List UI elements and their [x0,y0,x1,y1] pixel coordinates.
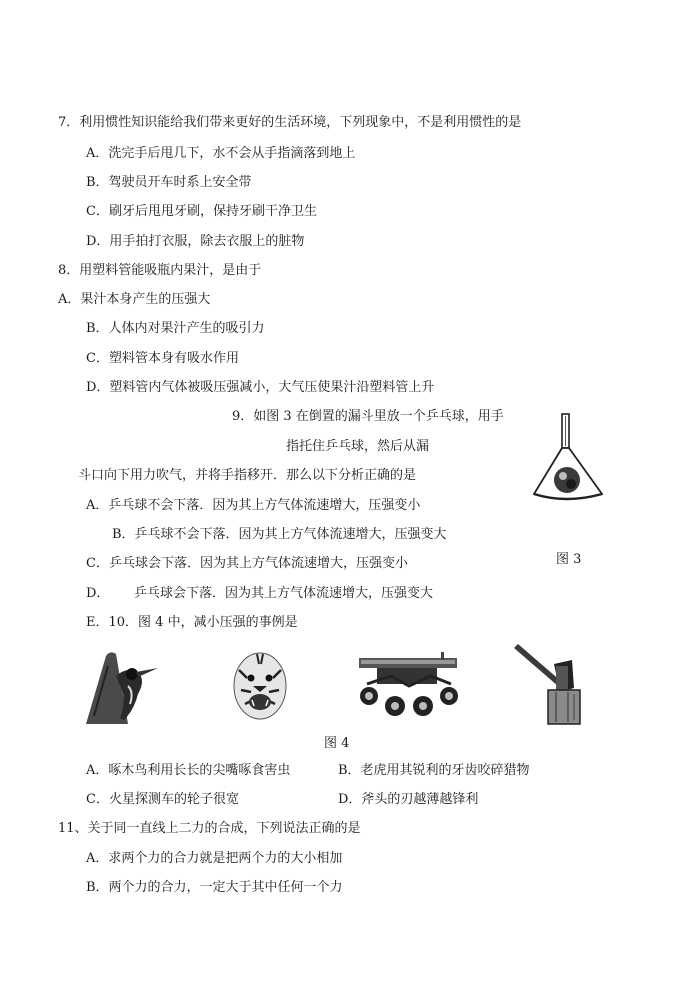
q7-option-d: D．用手拍打衣服，除去衣服上的脏物 [86,234,305,249]
q11-option-a: A．求两个力的合力就是把两个力的大小相加 [86,851,343,866]
figure-4-caption: 图 4 [324,736,350,751]
q10-option-b: B．老虎用其锐利的牙齿咬碎猎物 [338,763,530,778]
q8-option-d: D．塑料管内气体被吸压强减小，大气压使果汁沿塑料管上升 [86,380,435,395]
q8-option-c: C．塑料管本身有吸水作用 [86,351,239,366]
axe-image [510,644,584,726]
q7-option-c: C．刷牙后甩甩牙刷，保持牙刷干净卫生 [86,204,317,219]
tiger-image [231,650,289,722]
q9-option-d-label: D． [86,586,110,601]
q8-option-b: B．人体内对果汁产生的吸引力 [86,321,265,336]
q9-stem-line1: 9．如图 3 在倒置的漏斗里放一个乒乓球，用手 [232,409,504,424]
q9-option-d: 乒乓球会下落．因为其上方气体流速增大，压强变大 [134,586,434,601]
funnel-figure [528,412,608,504]
q8-option-a: A．果汁本身产生的压强大 [58,292,211,307]
woodpecker-image [76,646,168,724]
q11-option-b: B．两个力的合力，一定大于其中任何一个力 [86,880,343,895]
q9-stem-line2: 指托住乒乓球，然后从漏 [286,439,430,454]
q10-stem: E．10．图 4 中，减小压强的事例是 [86,615,298,630]
q8-stem: 8．用塑料管能吸瓶内果汁，是由于 [58,263,262,278]
q9-option-b: B．乒乓球不会下落．因为其上方气体流速增大，压强变大 [112,527,447,542]
q9-option-c: C．乒乓球会下落．因为其上方气体流速增大，压强变小 [86,556,408,571]
figure-3-caption: 图 3 [556,552,582,567]
q10-option-c: C．火星探测车的轮子很宽 [86,792,239,807]
q7-option-a: A．洗完手后甩几下，水不会从手指滴落到地上 [86,146,356,161]
q10-option-d: D．斧头的刃越薄越锋利 [338,792,479,807]
q9-option-a: A．乒乓球不会下落．因为其上方气体流速增大，压强变小 [86,498,421,513]
mars-rover-image [351,652,467,720]
q7-stem: 7．利用惯性知识能给我们带来更好的生活环境，下列现象中，不是利用惯性的是 [58,115,522,130]
q9-stem-line3: 斗口向下用力吹气，并将手指移开．那么以下分析正确的是 [78,468,417,483]
q7-option-b: B．驾驶员开车时系上安全带 [86,175,252,190]
q10-option-a: A．啄木鸟利用长长的尖嘴啄食害虫 [86,763,291,778]
q11-stem: 11、关于同一直线上二力的合成，下列说法正确的是 [58,821,361,836]
